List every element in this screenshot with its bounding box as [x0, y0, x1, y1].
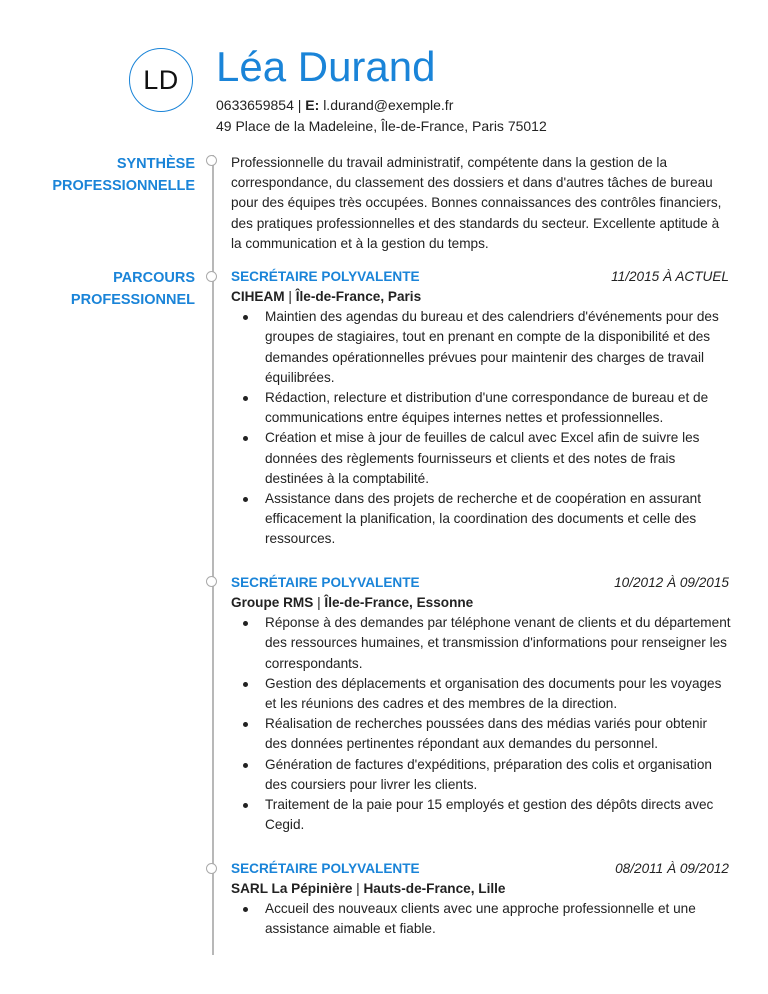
job-title: SECRÉTAIRE POLYVALENTE: [231, 269, 420, 284]
company-name: CIHEAM: [231, 289, 285, 304]
job-bullet: Assistance dans des projets de recherche et de coopération en assurant efficacement la planification, la coordination des documents et celle des ressources.: [231, 489, 731, 550]
section-title-summary: SYNTHÈSE PROFESSIONNELLE: [52, 156, 195, 194]
timeline-dot-experience: [206, 271, 217, 282]
phone-number: 0633659854: [216, 97, 294, 113]
job-bullet: Gestion des déplacements et organisation des documents pour les voyages et les réunions des cadres et des membres de la direction.: [231, 674, 731, 714]
company-location: Île-de-France, Paris: [295, 289, 422, 304]
job-bullet: Traitement de la paie pour 15 employés et gestion des dépôts directs avec Cegid.: [231, 795, 731, 835]
job-bullet: Rédaction, relecture et distribution d'une correspondance de bureau et de communications entre équipes internes nettes et professionnelles.: [231, 388, 731, 428]
initials-text: LD: [143, 64, 179, 95]
job-entry: [231, 267, 731, 550]
company-location: Île-de-France, Essonne: [324, 595, 474, 610]
initials-monogram: [129, 48, 193, 112]
job-title: SECRÉTAIRE POLYVALENTE: [231, 575, 420, 590]
company-location: Hauts-de-France, Lille: [363, 881, 506, 896]
timeline-dot-job-2: [206, 576, 217, 587]
section-title-experience: PARCOURS PROFESSIONNEL: [70, 270, 195, 308]
job-dates: 08/2011 À 09/2012: [615, 861, 729, 876]
job-entry: [231, 573, 731, 835]
email-address: l.durand@exemple.fr: [323, 97, 454, 113]
company-separator: |: [288, 289, 292, 304]
job-bullet: Réalisation de recherches poussées dans des médias variés pour obtenir des données pertinentes répondant aux demandes du personnel.: [231, 714, 731, 754]
job-dates: 10/2012 À 09/2015: [614, 575, 729, 590]
job-dates: 11/2015 À ACTUEL: [611, 269, 729, 284]
job-title: SECRÉTAIRE POLYVALENTE: [231, 861, 420, 876]
job-bullet: Maintien des agendas du bureau et des calendriers d'événements pour des groupes de stagiaires, tout en prenant en compte de la disponibilité et des demandes opérationnelles prévues pour maintenir des charges de travail équilibrées.: [231, 307, 731, 388]
job-company-line: [231, 593, 731, 613]
company-separator: |: [317, 595, 321, 610]
company-name: SARL La Pépinière: [231, 881, 353, 896]
job-header: [231, 859, 731, 879]
job-entry: [231, 859, 731, 940]
company-name: Groupe RMS: [231, 595, 314, 610]
contact-separator: |: [297, 97, 302, 113]
job-bullet: Création et mise à jour de feuilles de calcul avec Excel afin de suivre les données des règlements fournisseurs et clients et des notes de frais destinées à la comptabilité.: [231, 428, 731, 489]
summary-text: Professionnelle du travail administratif, compétente dans la gestion de la correspondance, du classement des dossiers et dans d'autres tâches de bureau pour des équipes très occupées. Bonnes connaissances des contrôles financiers, des pratiques professionnelles et des standards du secteur. Excellente aptitude à la communication et à la gestion du temps.: [231, 155, 722, 251]
job-bullets: [231, 307, 731, 549]
email-label: E:: [305, 97, 320, 113]
job-bullet: Réponse à des demandes par téléphone venant de clients et du département des ressources humaines, et transmission d'informations pour renseigner les correspondants.: [231, 613, 731, 674]
timeline-dot-job-3: [206, 863, 217, 874]
contact-line: [216, 95, 453, 115]
timeline-dot-summary: [206, 155, 217, 166]
job-company-line: [231, 879, 731, 899]
job-header: [231, 267, 731, 287]
job-bullet: Génération de factures d'expéditions, préparation des colis et organisation des coursiers pour livrer les clients.: [231, 755, 731, 795]
candidate-name: Léa Durand: [216, 43, 436, 90]
job-bullets: [231, 899, 731, 939]
job-header: [231, 573, 731, 593]
company-separator: |: [356, 881, 360, 896]
job-bullet: Accueil des nouveaux clients avec une approche professionnelle et une assistance aimable et fiable.: [231, 899, 731, 939]
address-line: 49 Place de la Madeleine, Île-de-France, Paris 75012: [216, 118, 547, 134]
job-company-line: [231, 287, 731, 307]
job-bullets: [231, 613, 731, 835]
